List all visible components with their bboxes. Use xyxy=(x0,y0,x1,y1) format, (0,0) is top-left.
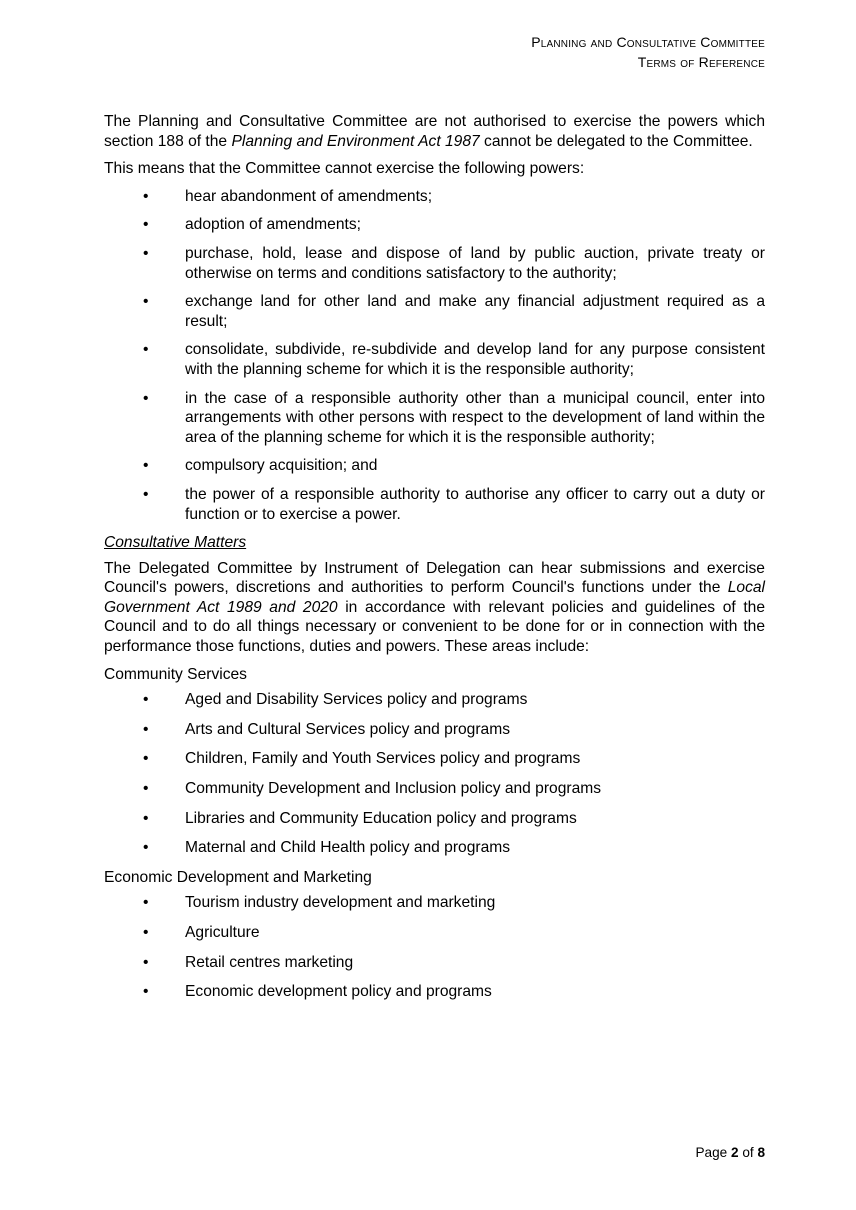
bullet-icon: • xyxy=(143,341,149,359)
list-item: • in the case of a responsible authority other than a municipal council, enter into arrangements with other persons with respect to the development of land within the area of the planning scheme for which it is the responsible authority; xyxy=(143,389,765,446)
list-item: • compulsory acquisition; and xyxy=(143,457,378,475)
document-body xyxy=(104,112,765,1012)
section-heading: Consultative Matters xyxy=(104,534,247,552)
intro-paragraph: The Planning and Consultative Committee are not authorised to exercise the powers which section 188 of the Planning and Environment Act 1987 cannot be delegated to the Committee. xyxy=(104,113,765,150)
economic-heading: Economic Development and Marketing xyxy=(104,868,372,886)
header-subtitle: Terms of Reference xyxy=(637,54,765,70)
list-item: • Retail centres marketing xyxy=(143,953,354,971)
bullet-icon: • xyxy=(143,780,149,798)
page-current: 2 xyxy=(730,1145,739,1160)
list-item: • Community Development and Inclusion policy and programs xyxy=(143,780,602,798)
page-label: Page xyxy=(695,1145,728,1160)
bullet-icon: • xyxy=(143,187,149,205)
list-item: • Tourism industry development and marketing xyxy=(143,894,496,912)
list-item: • purchase, hold, lease and dispose of land by public auction, private treaty or otherwise on terms and conditions satisfactory to the authority; xyxy=(143,244,765,282)
list-item: • consolidate, subdivide, re-subdivide and develop land for any purpose consistent with the planning scheme for which it is the responsible authority; xyxy=(143,341,765,378)
bullet-icon: • xyxy=(143,894,149,912)
bullet-icon: • xyxy=(143,457,149,475)
powers-list xyxy=(104,187,765,524)
list-item: • Agriculture xyxy=(143,924,260,941)
bullet-icon: • xyxy=(143,485,149,503)
list-item: • Aged and Disability Services policy and programs xyxy=(143,691,528,709)
consultative-paragraph: The Delegated Committee by Instrument of Delegation can hear submissions and exercise Council's powers, discretions and authorities to perform Council's functions under the Local Government Act 1989 and 2020 in accordance with relevant policies and guidelines of the Council and to do all things necessary or convenient to be done for or in connection with the performance those functions, duties and powers. These areas include: xyxy=(104,559,766,656)
bullet-icon: • xyxy=(143,244,149,262)
bullet-icon: • xyxy=(143,216,149,234)
bullet-icon: • xyxy=(143,293,149,311)
bullet-icon: • xyxy=(143,691,149,709)
community-heading: Community Services xyxy=(104,665,247,683)
of-label: of xyxy=(742,1145,754,1160)
list-item: • the power of a responsible authority to authorise any officer to carry out a duty or function or to exercise a power. xyxy=(143,485,765,523)
bullet-icon: • xyxy=(143,809,149,827)
act-reference: Planning and Environment Act 1987 xyxy=(231,132,480,150)
bullet-icon: • xyxy=(143,389,149,407)
list-item: • Libraries and Community Education policy and programs xyxy=(143,809,577,827)
page-header xyxy=(531,32,765,72)
list-item: • exchange land for other land and make any financial adjustment required as a result; xyxy=(143,293,765,330)
page-total: 8 xyxy=(757,1145,765,1160)
list-item: • Children, Family and Youth Services policy and programs xyxy=(143,750,581,768)
bullet-icon: • xyxy=(143,953,149,971)
community-list xyxy=(104,690,765,858)
bullet-icon: • xyxy=(143,924,149,941)
list-item: • Economic development policy and programs xyxy=(143,983,492,1001)
page-footer xyxy=(695,1143,765,1163)
bullet-icon: • xyxy=(143,983,149,1001)
header-title: Planning and Consultative Committee xyxy=(531,34,765,50)
list-item: • Maternal and Child Health policy and programs xyxy=(143,839,511,857)
bullet-icon: • xyxy=(143,750,149,768)
list-item: • Arts and Cultural Services policy and programs xyxy=(143,720,511,738)
list-item: • adoption of amendments; xyxy=(143,216,361,234)
bullet-icon: • xyxy=(143,839,149,857)
intro-lead: This means that the Committee cannot exercise the following powers: xyxy=(104,160,585,178)
bullet-icon: • xyxy=(143,720,149,738)
economic-list xyxy=(104,893,765,1001)
list-item: • hear abandonment of amendments; xyxy=(143,187,433,205)
act-reference: Local Government Act 1989 and 2020 xyxy=(104,579,765,616)
